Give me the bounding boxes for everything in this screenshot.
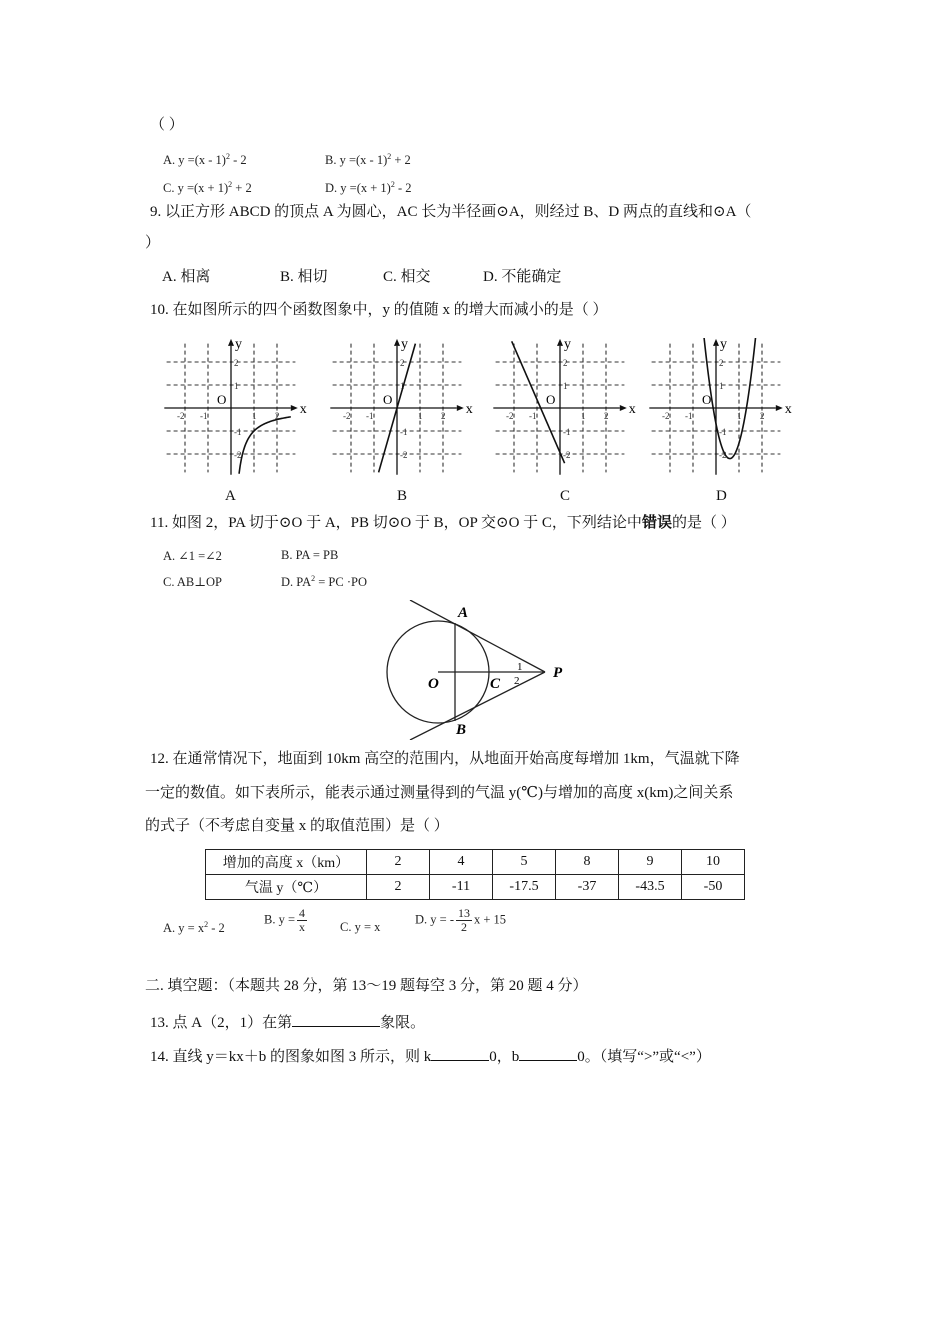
graph-c-x-tick: 2 bbox=[604, 411, 609, 421]
graph-a-y-tick: -1 bbox=[234, 427, 242, 437]
graph-b-x-arrow bbox=[457, 405, 464, 411]
q13-text: 13. 点 A（2，1）在第 象限。 bbox=[150, 1015, 426, 1031]
graph-c-x-tick: -1 bbox=[529, 411, 537, 421]
point-o-label: O bbox=[428, 676, 439, 692]
graph-c-x-tick: 1 bbox=[581, 411, 586, 421]
q12-data-table bbox=[205, 849, 745, 900]
q8-option-d: D. $y =(x + 1)^2 - 2$ bbox=[325, 180, 412, 196]
graph-c-y-tick: -2 bbox=[563, 450, 571, 460]
graph-a-curve bbox=[239, 417, 291, 474]
angle-2-label: 2 bbox=[514, 675, 520, 687]
graph-c-x-label: x bbox=[628, 402, 636, 417]
q10-label-b: B bbox=[397, 488, 408, 504]
q8-answer-paren: （ ） bbox=[150, 117, 184, 133]
table-cell: 2 bbox=[367, 875, 430, 900]
q8-option-a: A. y =(x - 1)$^2$ - 2 bbox=[163, 152, 247, 168]
q10-function-graphs bbox=[0, 338, 950, 478]
q11-tangent-figure bbox=[380, 600, 580, 740]
q9-option-d: D. 不能确定 bbox=[483, 269, 562, 285]
graph-b-x-tick: -1 bbox=[366, 411, 374, 421]
graph-a-x-tick: 2 bbox=[275, 411, 280, 421]
q13-blank[interactable] bbox=[292, 1013, 380, 1027]
table-cell: 8 bbox=[556, 850, 619, 875]
table-cell: 4 bbox=[430, 850, 493, 875]
q12-text-2: 一定的数值。如下表所示，能表示通过测量得到的气温 y(℃)与增加的高度 x(km)之间关系 bbox=[145, 785, 734, 801]
graph-a-y-arrow bbox=[228, 339, 234, 346]
q14-text: 14. 直线 y＝kx＋b 的图象如图 3 所示，则 k 0，b 0。（填写“>”或“<”） bbox=[150, 1049, 711, 1065]
q10-label-c: C bbox=[560, 488, 571, 504]
graph-c-y-tick: -1 bbox=[563, 427, 571, 437]
graph-a-y-tick: 1 bbox=[234, 381, 239, 391]
q9-text: 9. 以正方形 ABCD 的顶点 A 为圆心，AC 长为半径画⊙A，则经过 B、D 两点的直线和⊙A（ bbox=[150, 204, 752, 220]
graph-d-y-tick: 2 bbox=[719, 358, 724, 368]
table-head: 增加的高度 x（km） bbox=[206, 850, 367, 875]
point-p-label: P bbox=[553, 665, 563, 681]
graph-b-y-tick: -2 bbox=[400, 450, 408, 460]
graph-b-y-tick: 1 bbox=[400, 381, 405, 391]
table-row-height bbox=[206, 850, 745, 875]
q11-option-c: C. AB⊥OP bbox=[163, 575, 222, 589]
tangent-pa bbox=[410, 600, 545, 672]
graph-c-y-tick: 2 bbox=[563, 358, 568, 368]
graph-a-x-label: x bbox=[299, 402, 307, 417]
graph-d-x-tick: -2 bbox=[662, 411, 670, 421]
graph-c-curve bbox=[512, 341, 565, 463]
q10-label-a: A bbox=[225, 488, 236, 504]
q8-option-c: C. $y =(x + 1)^2 + 2$ bbox=[163, 180, 252, 196]
graph-d-origin-label: O bbox=[702, 392, 712, 407]
point-b-label: B bbox=[456, 722, 467, 738]
table-cell: 5 bbox=[493, 850, 556, 875]
q9-text-cont: ） bbox=[145, 235, 161, 251]
angle-1-label: 1 bbox=[517, 661, 523, 673]
graph-d-curve bbox=[703, 338, 755, 459]
table-row-temperature bbox=[206, 875, 745, 900]
q11-option-b: B. PA = PB bbox=[281, 548, 339, 562]
table-cell: 2 bbox=[367, 850, 430, 875]
table-cell: -43.5 bbox=[619, 875, 682, 900]
graph-c-y-arrow bbox=[557, 339, 563, 346]
point-c-label: C bbox=[490, 676, 501, 692]
graph-b-origin-label: O bbox=[383, 392, 393, 407]
graph-a-origin-label: O bbox=[217, 392, 227, 407]
graph-d-y-tick: -2 bbox=[719, 450, 727, 460]
graph-a-y-tick: -2 bbox=[234, 450, 242, 460]
q11-option-a: A. ∠1 =∠2 bbox=[163, 549, 222, 563]
table-cell: -11 bbox=[430, 875, 493, 900]
table-cell: -37 bbox=[556, 875, 619, 900]
table-cell: -50 bbox=[682, 875, 745, 900]
graph-b-y-tick: -1 bbox=[400, 427, 408, 437]
graph-c-x-tick: -2 bbox=[506, 411, 514, 421]
q8-option-b: B. y =(x - 1)$^2$ + 2 bbox=[325, 152, 411, 168]
graph-b-x-label: x bbox=[465, 402, 473, 417]
graph-c-origin-label: O bbox=[546, 392, 556, 407]
graph-d-y-tick: 1 bbox=[719, 381, 724, 391]
q14-blank-k[interactable] bbox=[431, 1047, 489, 1061]
graph-a-y-label: y bbox=[235, 338, 242, 352]
graph-b-y-label: y bbox=[401, 338, 408, 352]
q9-option-c: C. 相交 bbox=[383, 269, 431, 285]
graph-b-y-arrow bbox=[394, 339, 400, 346]
q12-text-1: 12. 在通常情况下，地面到 10km 高空的范围内，从地面开始高度每增加 1km，气温就下降 bbox=[150, 751, 740, 767]
q11-option-d: D. $PA^2$ = PC ·PO bbox=[281, 574, 367, 590]
q12-text-3: 的式子（不考虑自变量 x 的取值范围）是（ ） bbox=[145, 818, 449, 834]
point-a-label: A bbox=[458, 605, 469, 621]
graph-a-x-tick: -2 bbox=[177, 411, 185, 421]
graph-d-x-tick: 2 bbox=[760, 411, 765, 421]
graph-b-x-tick: 1 bbox=[418, 411, 423, 421]
q12-option-d: D. y = - $\frac{13}{2}$ x + 15 bbox=[415, 906, 507, 935]
graph-a-x-tick: -1 bbox=[200, 411, 208, 421]
table-cell: 10 bbox=[682, 850, 745, 875]
graph-d-y-tick: -1 bbox=[719, 427, 727, 437]
graph-b-y-tick: 2 bbox=[400, 358, 405, 368]
q14-blank-b[interactable] bbox=[519, 1047, 577, 1061]
graph-c-x-arrow bbox=[620, 405, 627, 411]
graph-a-x-tick: 1 bbox=[252, 411, 257, 421]
q12-option-c: C. y = x bbox=[340, 920, 381, 934]
table-cell: -17.5 bbox=[493, 875, 556, 900]
graph-d-x-label: x bbox=[784, 402, 792, 417]
q10-label-d: D bbox=[716, 488, 727, 504]
q11-text: 11. 如图 2，PA 切于⊙O 于 A，PB 切⊙O 于 B，OP 交⊙O 于 C，下列结论中错误的是（ ） bbox=[150, 513, 736, 531]
q9-option-b: B. 相切 bbox=[280, 269, 328, 285]
graph-d-x-arrow bbox=[776, 405, 783, 411]
section-2-title: 二. 填空题：（本题共 28 分，第 13～19 题每空 3 分，第 20 题 4 分） bbox=[145, 978, 588, 994]
graph-c-y-label: y bbox=[564, 338, 571, 352]
graph-d-y-label: y bbox=[720, 338, 727, 352]
graph-d-y-arrow bbox=[713, 339, 719, 346]
q12-option-b: B. y = $\frac{4}{x}$ bbox=[264, 906, 306, 935]
graph-a-y-tick: 2 bbox=[234, 358, 239, 368]
table-head: 气温 y（℃） bbox=[206, 875, 367, 900]
q12-option-a: A. $y = x^2 - 2$ bbox=[163, 920, 225, 936]
table-cell: 9 bbox=[619, 850, 682, 875]
graph-c-y-tick: 1 bbox=[563, 381, 568, 391]
graph-b-x-tick: -2 bbox=[343, 411, 351, 421]
q9-option-a: A. 相离 bbox=[162, 269, 211, 285]
graph-d-x-tick: -1 bbox=[685, 411, 693, 421]
graph-a-x-arrow bbox=[291, 405, 298, 411]
graph-b-x-tick: 2 bbox=[441, 411, 446, 421]
q10-text: 10. 在如图所示的四个函数图象中，y 的值随 x 的增大而减小的是（ ） bbox=[150, 302, 608, 318]
graph-d-x-tick: 1 bbox=[737, 411, 742, 421]
